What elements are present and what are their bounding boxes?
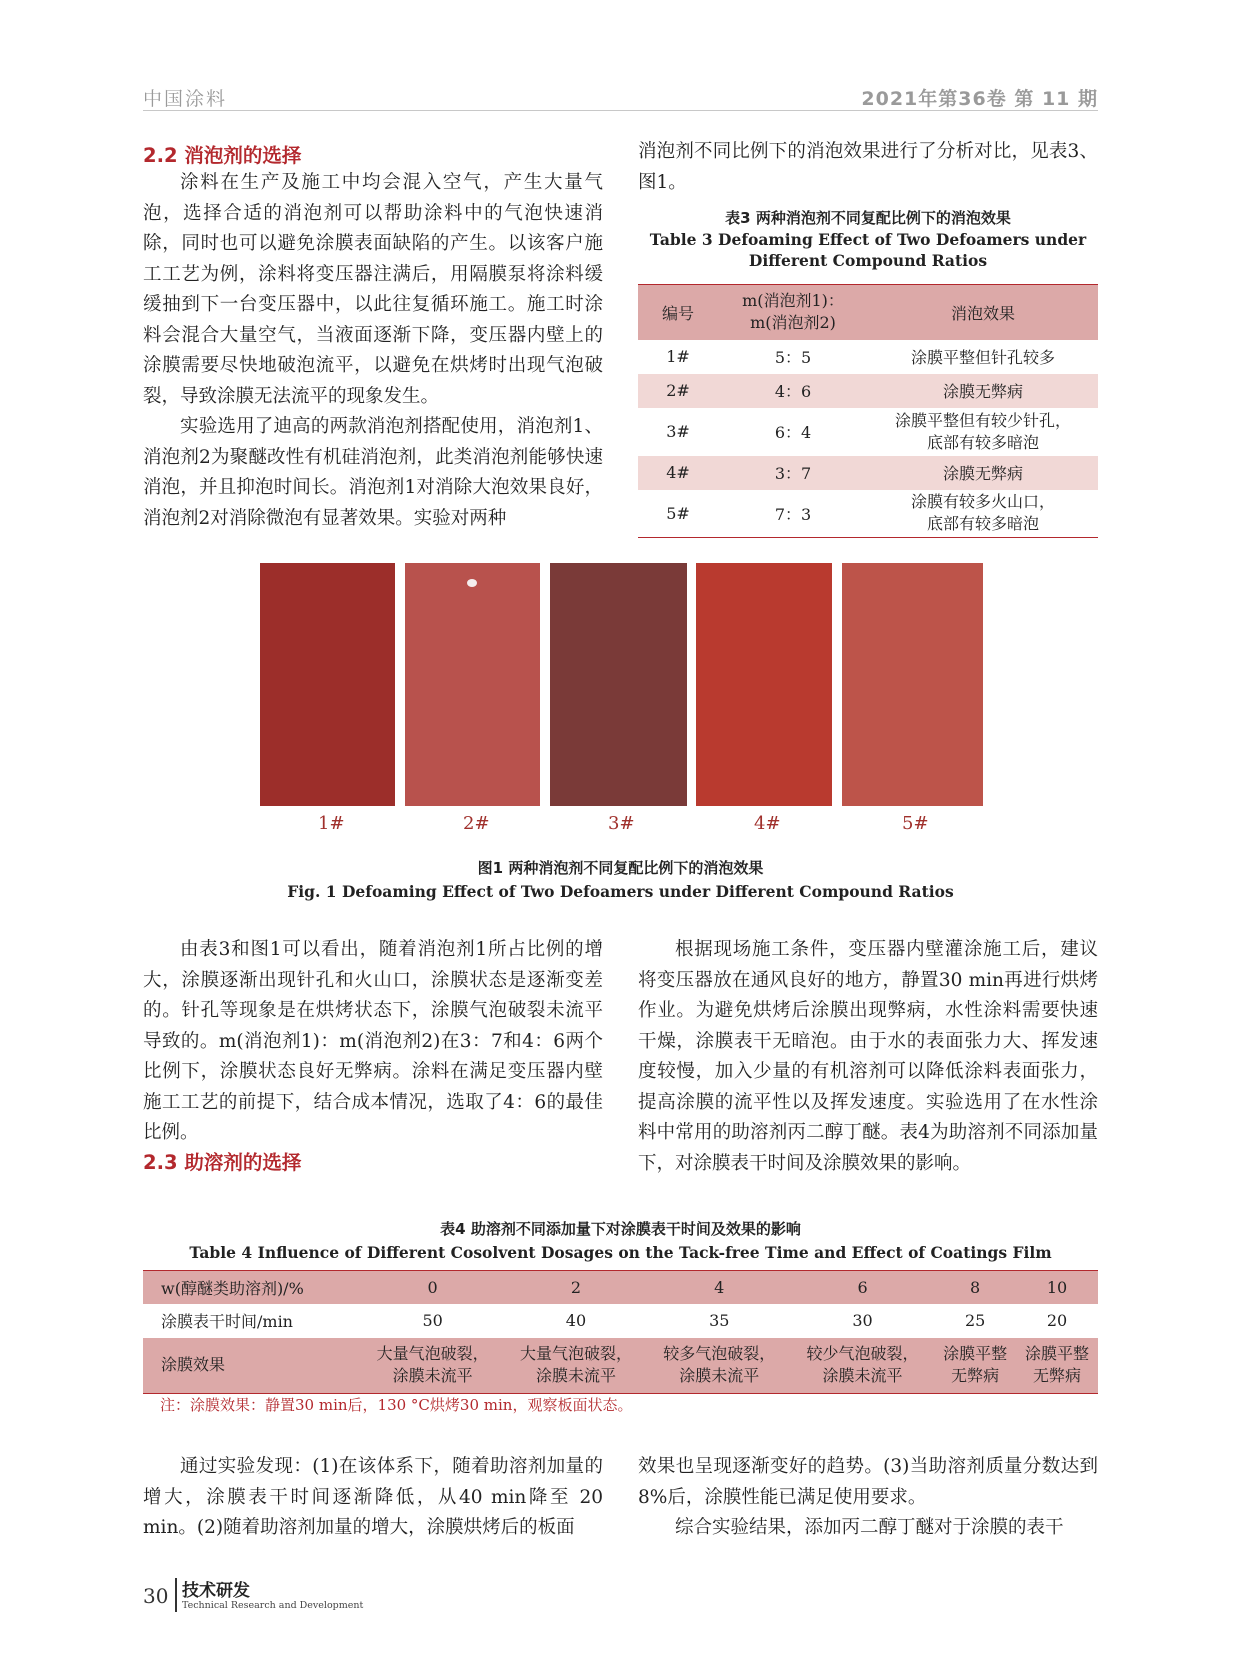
table-row (143, 1304, 1098, 1338)
sample-panel-1 (260, 563, 395, 806)
table4-cell-effect (361, 1338, 504, 1394)
table3-header-ratio-line2: m(消泡剂2) (750, 313, 836, 333)
table3-cell-effect-line2: 底部有较多暗泡 (926, 432, 1039, 452)
paragraph: 效果也呈现逐渐变好的趋势。(3)当助溶剂质量分数达到8%后，涂膜性能已满足使用要求。 (638, 1456, 1098, 1508)
table-row (638, 408, 1098, 456)
table3-cell-ratio: 7：3 (774, 504, 812, 524)
table3-cell-effect: 涂膜无弊病 (942, 382, 1023, 401)
table4-cell-dosage: 8 (970, 1277, 981, 1297)
effect-line1: 涂膜平整 (1025, 1344, 1090, 1364)
table3-cell-effect: 涂膜无弊病 (942, 464, 1023, 483)
effect-line1: 大量气泡破裂， (519, 1344, 632, 1364)
table3 (638, 284, 1098, 538)
effect-line1: 大量气泡破裂， (376, 1344, 489, 1364)
table-row (143, 1271, 1098, 1304)
sample-panel-4 (696, 563, 832, 806)
table4-cell-dosage: 0 (427, 1277, 438, 1297)
table3-cell-ratio: 3：7 (774, 464, 812, 483)
effect-line1: 涂膜平整 (943, 1344, 1008, 1364)
figure1-caption-en: Fig. 1 Defoaming Effect of Two Defoamers under Different Compound Ratios (287, 882, 954, 901)
journal-name: 中国涂料 (143, 88, 228, 110)
table3-caption (638, 207, 1098, 270)
table4-cell-dosage: 6 (857, 1277, 868, 1297)
paragraph: 通过实验发现：(1)在该体系下，随着助溶剂加量的增大，涂膜表干时间逐渐降低，从40 min降至 20 min。(2)随着助溶剂加量的增大，涂膜烘烤后的板面 (143, 1456, 603, 1538)
table3-cell-effect-line1: 涂膜平整但有较少针孔， (894, 410, 1071, 430)
sample-panel-5 (842, 563, 983, 806)
table3-header-ratio (718, 285, 868, 340)
table4-row-label-dosage: w(醇醚类助溶剂)/% (161, 1278, 304, 1298)
footer-section-cn: 技术研发 (182, 1581, 250, 1601)
right-column-text-2 (638, 935, 1098, 1179)
table3-cell-effect-line1: 涂膜有较多火山口， (910, 492, 1055, 512)
table3-header-ratio-line1: m(消泡剂1)： (742, 291, 844, 311)
table3-caption-en-2: Different Compound Ratios (748, 251, 988, 270)
sample-label-4: 4# (754, 813, 781, 834)
figure1-caption-cn: 图1 两种消泡剂不同复配比例下的消泡效果 (477, 859, 764, 877)
effect-line2: 无弊病 (1033, 1366, 1082, 1386)
sample-label-1: 1# (318, 813, 345, 834)
table4-row-label-effect: 涂膜效果 (161, 1355, 226, 1375)
table3-header-effect: 消泡效果 (950, 303, 1015, 323)
left-column-text-2 (143, 935, 603, 1149)
table3-cell-ratio: 4：6 (774, 382, 812, 401)
table3-caption-cn: 表3 两种消泡剂不同复配比例下的消泡效果 (725, 209, 1011, 227)
effect-line2: 涂膜未流平 (679, 1366, 760, 1386)
left-column-text-3 (143, 1452, 603, 1544)
paragraph: 消泡剂不同比例下的消泡效果进行了分析对比，见表3、图1。 (638, 141, 1098, 193)
table-row (638, 490, 1098, 538)
table3-caption-en-1: Table 3 Defoaming Effect of Two Defoamers under (649, 230, 1087, 249)
paragraph: 综合实验结果，添加丙二醇丁醚对于涂膜的表干 (675, 1517, 1064, 1538)
page-number: 30 (143, 1584, 169, 1608)
table3-cell-id: 5# (666, 503, 690, 523)
table4-cell-effect (1016, 1338, 1098, 1394)
table3-cell-ratio: 5：5 (774, 348, 812, 367)
table4-caption (143, 1218, 1098, 1262)
effect-line2: 涂膜未流平 (392, 1366, 473, 1386)
table3-cell-effect (868, 490, 1098, 538)
footer-divider (175, 1578, 177, 1612)
paragraph: 涂料在生产及施工中均会混入空气，产生大量气泡，选择合适的消泡剂可以帮助涂料中的气泡快速消除，同时也可以避免涂膜表面缺陷的产生。以该客户施工工艺为例，涂料将变压器注满后，用隔膜泵将涂料缓缓抽到下一台变压器中，以此往复循环施工。施工时涂料会混合大量空气，当液面逐渐下降，变压器内壁上的涂膜需要尽快地破泡流平，以避免在烘烤时出现气泡破裂，导致涂膜无法流平的现象发生。 (143, 172, 603, 407)
table3-cell-id: 4# (666, 463, 690, 482)
effect-line2: 无弊病 (951, 1366, 1000, 1386)
issue-info: 2021年第36卷 第 11 期 (861, 88, 1098, 110)
table4-cell-time: 25 (964, 1311, 986, 1330)
effect-line2: 涂膜未流平 (535, 1366, 616, 1386)
table3-cell-effect: 涂膜平整但针孔较多 (910, 348, 1055, 367)
effect-line2: 涂膜未流平 (822, 1366, 903, 1386)
table4-note: 注：涂膜效果：静置30 min后，130 °C烘烤30 min，观察板面状态。 (160, 1396, 633, 1414)
table-row (638, 456, 1098, 490)
table4 (143, 1270, 1098, 1394)
right-column-text-1 (638, 137, 1098, 198)
left-column-text-1 (143, 168, 603, 534)
table4-cell-effect (791, 1338, 934, 1394)
table4-caption-cn: 表4 助溶剂不同添加量下对涂膜表干时间及效果的影响 (440, 1220, 801, 1238)
table4-cell-dosage: 4 (714, 1277, 725, 1297)
table-row (638, 374, 1098, 408)
section-2-2-heading: 2.2 消泡剂的选择 (143, 144, 302, 167)
table4-cell-time: 50 (422, 1311, 443, 1330)
table3-cell-id: 1# (666, 347, 690, 366)
table3-cell-effect (868, 408, 1098, 456)
table4-cell-time: 20 (1046, 1311, 1068, 1330)
table4-cell-effect (934, 1338, 1016, 1394)
table3-cell-id: 2# (666, 381, 690, 400)
sample-panel-3 (550, 563, 687, 806)
paragraph: 根据现场施工条件，变压器内壁灌涂施工后，建议将变压器放在通风良好的地方，静置30 min再进行烘烤作业。为避免烘烤后涂膜出现弊病，水性涂料需要快速干燥，涂膜表干无暗泡。由于水的表面张力大、挥发速度较慢，加入少量的有机溶剂可以降低涂料表面张力，提高涂膜的流平性以及挥发速度。实验选用了在水性涂料中常用的助溶剂丙二醇丁醚。表4为助溶剂不同添加量下，对涂膜表干时间及涂膜效果的影响。 (638, 939, 1098, 1174)
hang-hole (467, 579, 477, 587)
table4-cell-dosage: 2 (570, 1277, 582, 1297)
sample-label-5: 5# (902, 813, 929, 834)
table4-cell-effect (504, 1338, 647, 1394)
footer-section-en: Technical Research and Development (182, 1600, 364, 1611)
effect-line1: 较多气泡破裂， (663, 1344, 776, 1364)
table4-cell-dosage: 10 (1046, 1277, 1068, 1297)
table3-header-id: 编号 (661, 303, 694, 323)
table4-cell-time: 35 (709, 1311, 730, 1330)
table4-cell-effect (648, 1338, 791, 1394)
table3-cell-id: 3# (666, 422, 690, 441)
sample-panel-2 (405, 563, 540, 806)
figure1-caption (143, 857, 1098, 901)
paragraph: 实验选用了迪高的两款消泡剂搭配使用，消泡剂1、消泡剂2为聚醚改性有机硅消泡剂，此类消泡剂能够快速消泡，并且抑泡时间长。消泡剂1对消除大泡效果良好，消泡剂2对消除微泡有显著效果。实验对两种 (143, 416, 603, 529)
section-2-3-heading: 2.3 助溶剂的选择 (143, 1151, 302, 1174)
right-column-text-3 (638, 1452, 1098, 1544)
table3-cell-effect-line2: 底部有较多暗泡 (926, 514, 1039, 534)
sample-label-2: 2# (463, 813, 490, 834)
table-row (143, 1338, 1098, 1394)
table4-cell-time: 30 (852, 1311, 873, 1330)
table4-row-label-time: 涂膜表干时间/min (161, 1312, 293, 1331)
header-rule (143, 110, 1098, 111)
table4-cell-time: 40 (565, 1311, 587, 1330)
sample-label-3: 3# (608, 813, 635, 834)
effect-line1: 较少气泡破裂， (806, 1344, 919, 1364)
paragraph: 由表3和图1可以看出，随着消泡剂1所占比例的增大，涂膜逐渐出现针孔和火山口，涂膜状态是逐渐变差的。针孔等现象是在烘烤状态下，涂膜气泡破裂未流平导致的。m(消泡剂1)：m(消泡剂2)在3：7和4：6两个比例下，涂膜状态良好无弊病。涂料在满足变压器内壁施工工艺的前提下，结合成本情况，选取了4：6的最佳比例。 (143, 939, 603, 1143)
table-row (638, 340, 1098, 374)
table4-caption-en: Table 4 Influence of Different Cosolvent Dosages on the Tack-free Time and Effect of Coatings Film (189, 1243, 1052, 1262)
table3-cell-ratio: 6：4 (774, 423, 812, 442)
